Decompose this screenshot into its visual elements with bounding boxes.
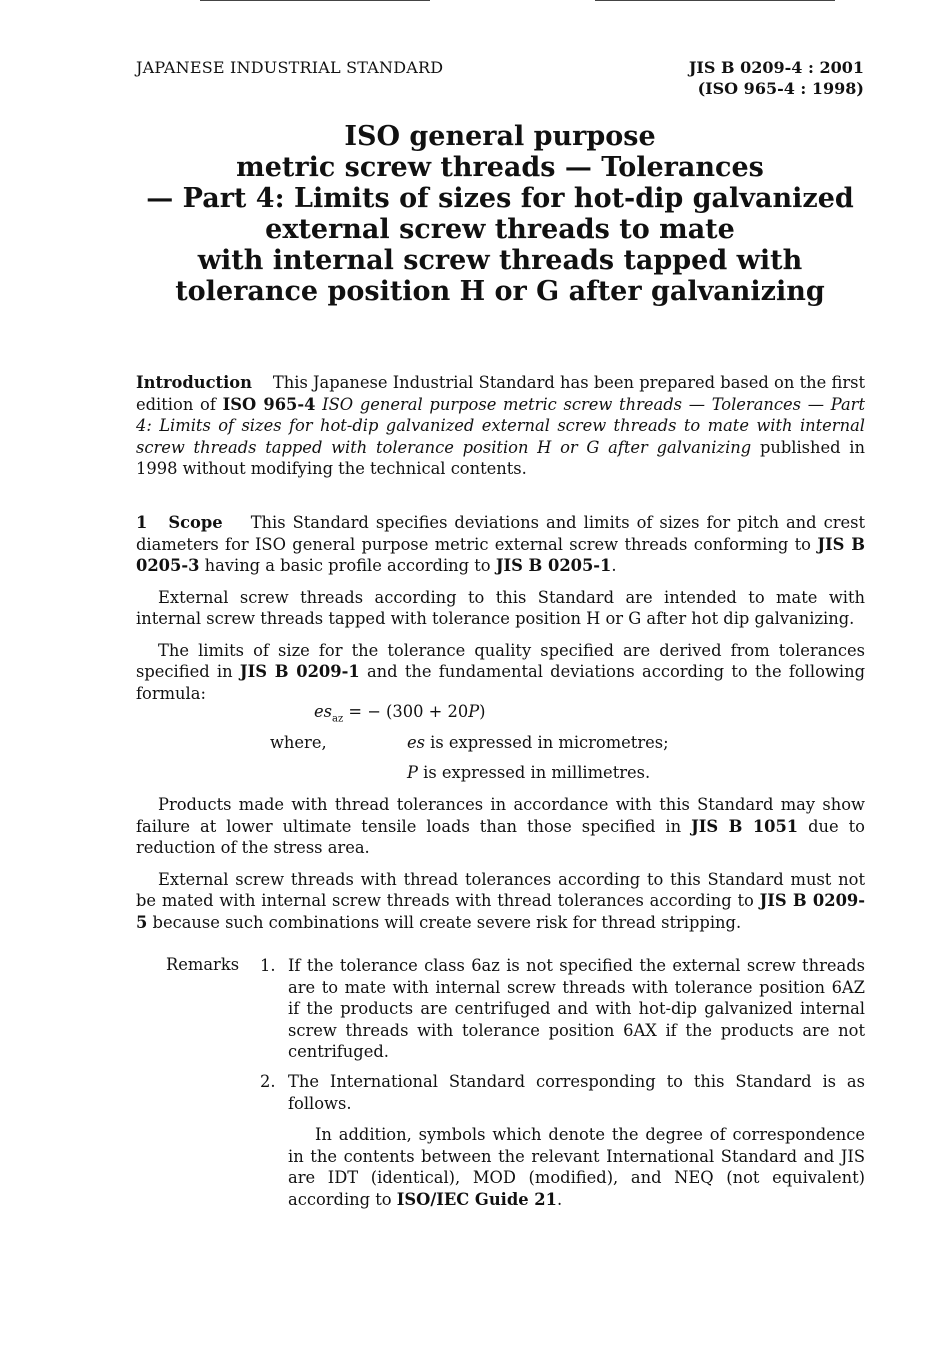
scope-paragraph-5: External screw threads with thread tolerances according to this Standard must not be mated with internal screw threads with thread tolerances according to JIS B 0209-5 because such combinations will create severe risk for thread stripping. [136, 869, 865, 932]
title-line: — Part 4: Limits of sizes for hot-dip galvanized [146, 183, 854, 214]
scope-paragraph-2: External screw threads according to this Standard are intended to mate with internal screw threads tapped with tolerance position H or G after hot dip galvanizing. [136, 587, 865, 628]
header-right [689, 57, 864, 99]
iso-equivalent: (ISO 965-4 : 1998) [697, 79, 864, 98]
standard-number: JIS B 0209-4 : 2001 [688, 58, 864, 77]
scope-heading: Scope [168, 513, 223, 532]
scope-section [136, 512, 865, 704]
scope-number: 1 [136, 513, 148, 532]
remark-item-1: 1. If the tolerance class 6az is not specified the external screw threads are to mate with internal screw threads with tolerance position 6AZ if the products are centrifuged and with hot-dip galvanized internal screw threads with tolerance position 6AX if the products are not centrifuged. [260, 956, 865, 1061]
scan-artifact [595, 0, 835, 1]
scope-continued [136, 794, 865, 933]
formula-where: where, [270, 733, 327, 752]
introduction-section [136, 372, 865, 480]
scope-paragraph-4: Products made with thread tolerances in accordance with this Standard may show failure at lower ultimate tensile loads than those specified in JIS B 1051 due to reduction of the stress area. [136, 795, 865, 857]
title-line: external screw threads to mate [265, 214, 735, 245]
formula-definition-p: P is expressed in millimetres. [407, 763, 651, 782]
scan-artifact [200, 0, 430, 1]
introduction-heading: Introduction [136, 373, 252, 392]
document-title [110, 121, 890, 307]
title-line: with internal screw threads tapped with [197, 245, 803, 276]
remark-item-2: 2. The International Standard corresponding to this Standard is as follows. [260, 1072, 865, 1113]
header-left: JAPANESE INDUSTRIAL STANDARD [136, 58, 444, 77]
remarks-label: Remarks [166, 955, 240, 974]
title-line: ISO general purpose [344, 121, 656, 152]
scope-paragraph-3: The limits of size for the tolerance quality specified are derived from tolerances specified in JIS B 0209-1 and the fundamental deviations according to the following formula: [136, 640, 865, 703]
title-line: metric screw threads — Tolerances [236, 152, 764, 183]
title-line: tolerance position H or G after galvanizing [175, 276, 825, 307]
remark-item-2-addition: In addition, symbols which denote the degree of correspondence in the contents between the relevant International Standard and JIS are IDT (identical), MOD (modified), and NEQ (not equivalent) according to ISO/IEC Guide 21. [288, 1125, 865, 1209]
formula: $es_{az}$ = − (300 + 20P) [314, 702, 486, 725]
scope-paragraph-1: 1 Scope This Standard specifies deviations and limits of sizes for pitch and crest diameters for ISO general purpose metric external screw threads conforming to JIS B 0205-3 having a basic profile according to JIS B 0205-1. [136, 513, 866, 575]
introduction-paragraph: Introduction This Japanese Industrial Standard has been prepared based on the first edition of ISO 965-4 ISO general purpose metric screw threads — Tolerances — Part 4: Limits of sizes for hot-dip galvanized external screw threads to mate with internal screw threads tapped with tolerance position H or G after galvanizing published in 1998 without modifying the technical contents. [136, 373, 866, 478]
formula-definition-es: es is expressed in micrometres; [407, 733, 669, 752]
